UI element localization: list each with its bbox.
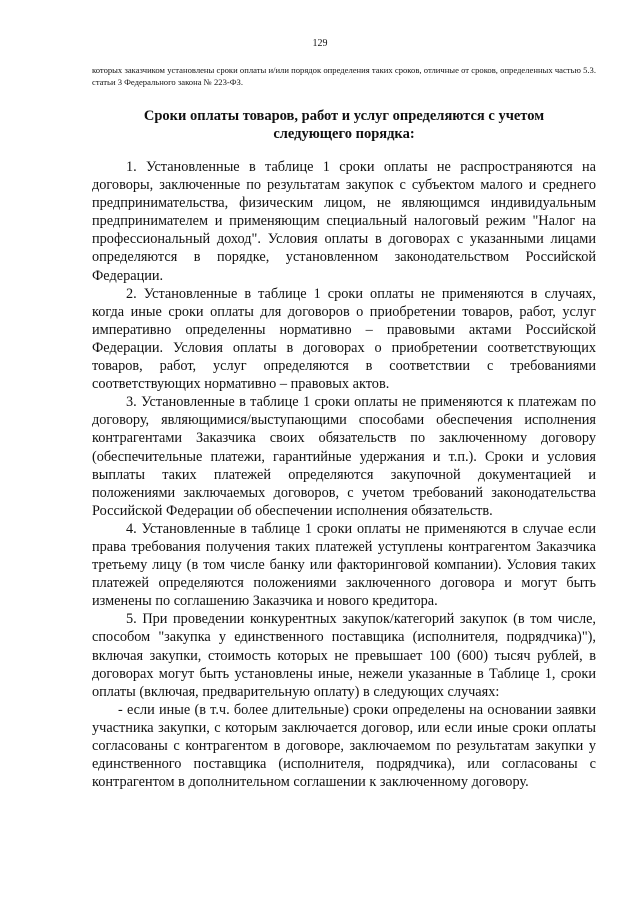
list-item-1: - если иные (в т.ч. более длительные) сроки определены на основании заявки участника закупки, с которым заключается договор, или если иные сроки оплаты согласованы с контрагентом в договоре, заключаемом по результатам закупки у единственного поставщика (исполнителя, подрядчика), или согласованы с контрагентом в дополнительном соглашении к заключенному договору. — [92, 701, 596, 791]
paragraph-3: 3. Установленные в таблице 1 сроки оплаты не применяются к платежам по договору, являющимися/выступающими способами обеспечения исполнения контрагентами Заказчика своих обязательств по заключенному договору (обеспечительные платежи, гарантийные удержания и т.п.). Сроки и условия выплаты таких платежей определяются закупочной документацией и положениями заключаемых договоров, с учетом требований законодательства Российской Федерации об обеспечении исполнения обязательств. — [92, 394, 596, 519]
paragraph-2: 2. Установленные в таблице 1 сроки оплаты не применяются в случаях, когда иные сроки оплаты для договоров о приобретении товаров, работ, услуг императивно определенны нормативно – правовыми актами Российской Федерации. Условия оплаты в договорах о приобретении соответствующих товаров, работ, услуг определяются в соответствии с требованиями соответствующих нормативно – правовых актов. — [92, 285, 596, 393]
paragraph-1: 1. Установленные в таблице 1 сроки оплаты не распространяются на договоры, заключенные по результатам закупок с субъектом малого и среднего предпринимательства, физическим лицом, не являющимся индивидуальным предпринимателем и применяющим специальный налоговый режим "Налог на профессиональный доход". Условия оплаты в договорах с указанными лицами определяются в порядке, установленном законодательством Российской Федерации. — [92, 159, 596, 284]
section-heading: Сроки оплаты товаров, работ и услуг определяются с учетом следующего порядка: — [143, 108, 545, 142]
body-text — [92, 158, 596, 791]
paragraph-5: 5. При проведении конкурентных закупок/категорий закупок (в том числе, способом "закупка у единственного поставщика (исполнителя, подрядчика)"), включая закупки, стоимость которых не превышает 100 (600) тысяч рублей, в договорах могут быть установлены иные, нежели указанные в Таблице 1, сроки оплаты (включая, предварительную оплату) в следующих случаях: — [92, 611, 596, 700]
paragraph-4: 4. Установленные в таблице 1 сроки оплаты не применяются в случае если права требования получения таких платежей уступлены контрагентом Заказчика третьему лицу (в том числе банку или факторинговой компании). Условия таких платежей определяются положениями заключенного договора и могут быть изменены по соглашению Заказчика и нового кредитора. — [92, 520, 596, 610]
page-number: 129 — [312, 38, 328, 49]
footnote-continuation: которых заказчиком установлены сроки оплаты и/или порядок определения таких сроков, отличные от сроков, определенных частью 5.3. статьи 3 Федерального закона № 223-ФЗ. — [92, 65, 596, 87]
